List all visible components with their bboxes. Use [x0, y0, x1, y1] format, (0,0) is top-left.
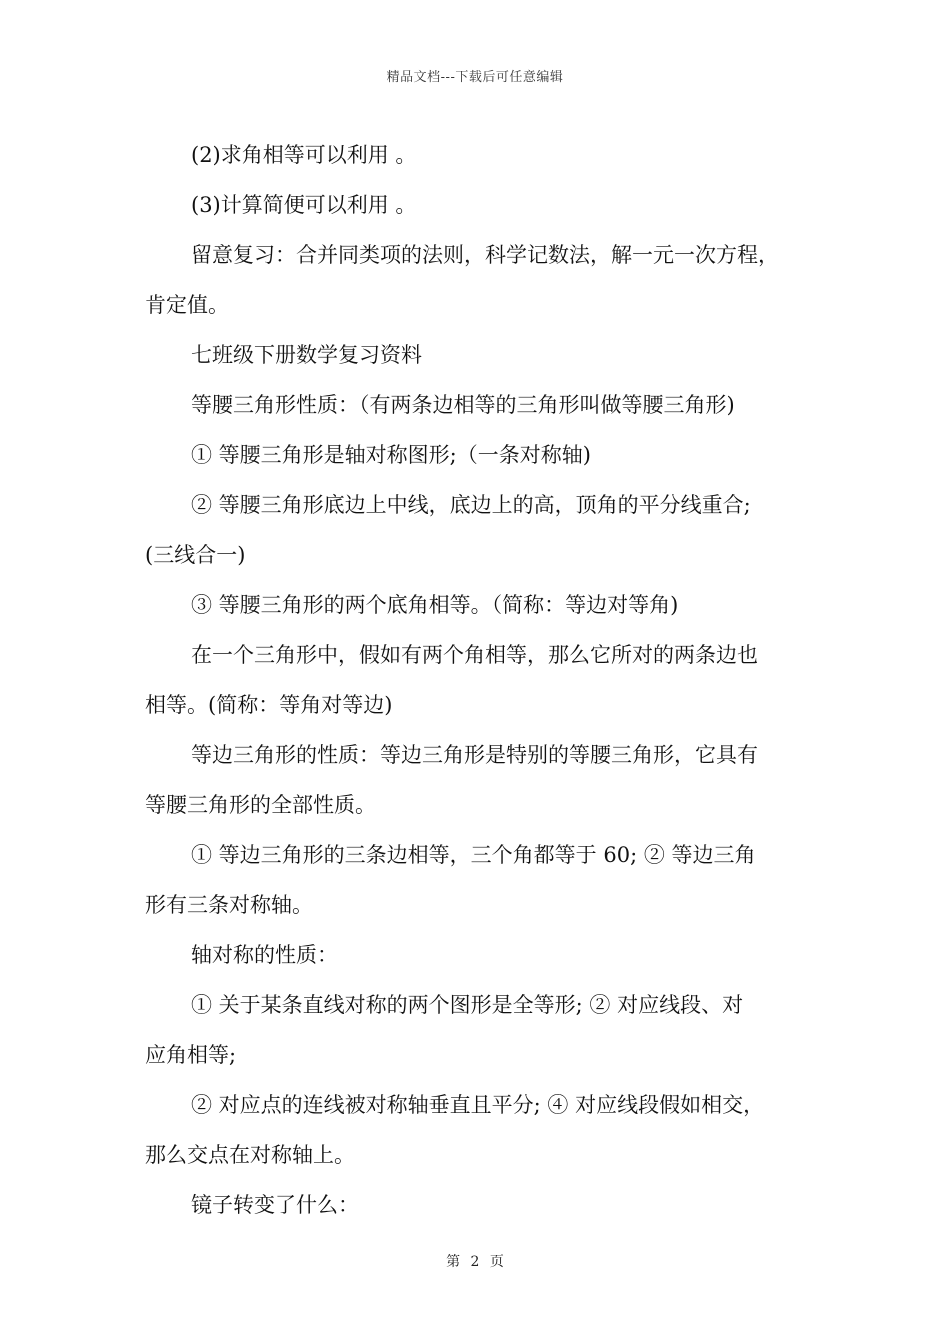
paragraph-line: 那么交点在对称轴上。 — [145, 1143, 355, 1167]
paragraph-line: ① 关于某条直线对称的两个图形是全等形; ② 对应线段、对 — [191, 993, 744, 1017]
section-heading: 七班级下册数学复习资料 — [191, 343, 422, 367]
paragraph-line: (2)求角相等可以利用 。 — [191, 143, 417, 167]
paragraph-line: ① 等边三角形的三条边相等，三个角都等于 60; ② 等边三角 — [191, 843, 756, 867]
paragraph-line: ① 等腰三角形是轴对称图形;（一条对称轴) — [191, 443, 591, 467]
paragraph-line: (三线合一) — [145, 543, 246, 567]
paragraph-line: ③ 等腰三角形的两个底角相等。（简称：等边对等角) — [191, 593, 679, 617]
paragraph-line: ② 等腰三角形底边上中线，底边上的高，顶角的平分线重合; — [191, 493, 751, 517]
paragraph-line: 在一个三角形中，假如有两个角相等，那么它所对的两条边也 — [191, 643, 758, 667]
page-header: 精品文档---下载后可任意编辑 — [386, 70, 564, 85]
paragraph-line: (3)计算简便可以利用 。 — [191, 193, 417, 217]
paragraph-line: 等边三角形的性质：等边三角形是特别的等腰三角形，它具有 — [191, 743, 758, 767]
paragraph-line: 应角相等; — [145, 1043, 237, 1067]
paragraph-line: 轴对称的性质： — [191, 943, 338, 967]
paragraph-line: ② 对应点的连线被对称轴垂直且平分; ④ 对应线段假如相交， — [191, 1093, 765, 1117]
paragraph-line: 等腰三角形性质：（有两条边相等的三角形叫做等腰三角形) — [191, 393, 735, 417]
paragraph-line: 肯定值。 — [145, 293, 229, 317]
paragraph-line: 等腰三角形的全部性质。 — [145, 793, 376, 817]
paragraph-line: 相等。(简称：等角对等边) — [145, 693, 393, 717]
document-body — [145, 130, 829, 1230]
paragraph-line: 形有三条对称轴。 — [145, 893, 313, 917]
paragraph-line: 留意复习：合并同类项的法则，科学记数法，解一元一次方程， — [191, 243, 779, 267]
page-number: 第 2 页 — [446, 1254, 504, 1270]
paragraph-line: 镜子转变了什么： — [191, 1193, 359, 1217]
